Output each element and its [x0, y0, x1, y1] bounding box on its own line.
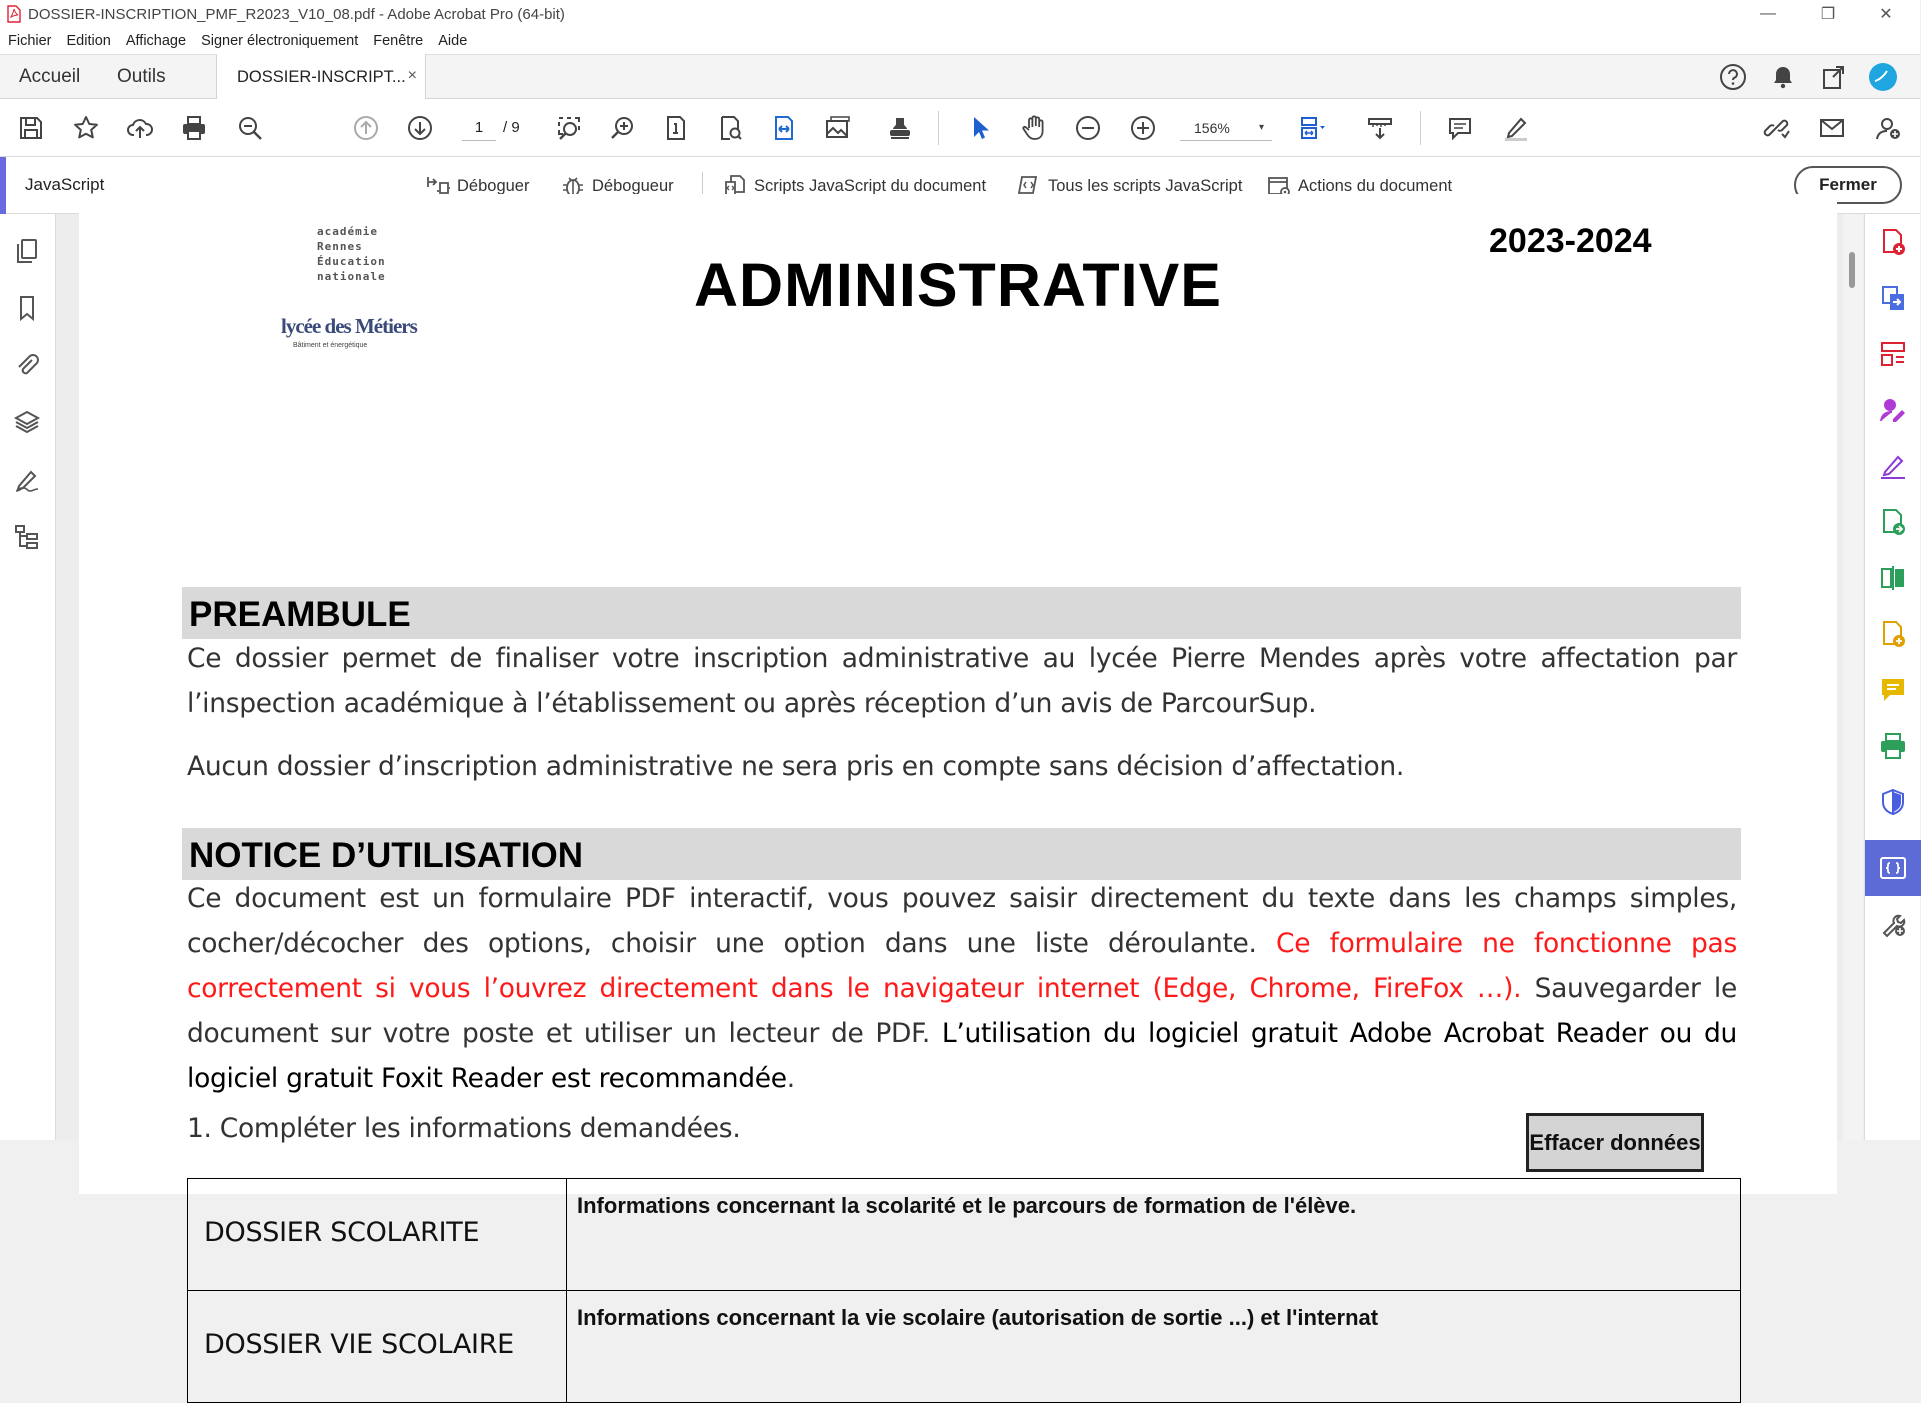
pages-icon[interactable]	[11, 235, 43, 267]
tab-document[interactable]	[216, 54, 426, 100]
zoom-level-select[interactable]	[1180, 115, 1272, 141]
document-title: ADMINISTRATIVE	[694, 251, 1222, 319]
document-actions-label: Actions du document	[1298, 176, 1453, 195]
notice-recommendation-text: L’utilisation du logiciel gratuit Adobe Acrobat Reader ou du logiciel gratuit Foxit Reader est recommandée	[187, 1018, 1737, 1094]
print-production-icon[interactable]	[1877, 730, 1909, 762]
notifications-icon[interactable]	[1768, 62, 1798, 92]
javascript-icon[interactable]	[1877, 852, 1909, 884]
logo-academie-text: académie Rennes Éducation nationale	[317, 225, 386, 283]
save-icon[interactable]	[15, 112, 47, 144]
tab-outils[interactable]: Outils	[117, 66, 166, 87]
search-icon[interactable]	[234, 112, 266, 144]
minimize-button[interactable]: —	[1760, 5, 1776, 22]
all-scripts-label: Tous les scripts JavaScript	[1048, 176, 1243, 195]
logo-lycee-text: lycée des Métiers	[281, 314, 417, 338]
scan-icon[interactable]	[1877, 618, 1909, 650]
table-cell-label: DOSSIER VIE SCOLAIRE	[188, 1291, 567, 1403]
table-cell-description: Informations concernant la scolarité et le parcours de formation de l'élève.	[567, 1179, 1741, 1291]
select-zoom-icon[interactable]	[553, 112, 585, 144]
close-window-button[interactable]: ✕	[1879, 6, 1893, 23]
document-scripts-label: Scripts JavaScript du document	[754, 176, 987, 195]
pointer-icon[interactable]	[964, 112, 996, 144]
compare-icon[interactable]	[1877, 562, 1909, 594]
zoom-out-icon[interactable]	[1072, 112, 1104, 144]
attachment-icon[interactable]	[11, 349, 43, 381]
table-cell-description: Informations concernant la vie scolaire (autorisation de sortie ...) et l'internat	[567, 1291, 1741, 1403]
menu-fichier[interactable]: Fichier	[8, 33, 52, 49]
close-tab-icon[interactable]: ×	[407, 67, 417, 84]
tab-document-label: DOSSIER-INSCRIPT...	[237, 67, 406, 86]
menu-fenetre[interactable]: Fenêtre	[373, 33, 424, 49]
notice-warning-text: Ce formulaire ne fonctionne pas correctement si vous l’ouvrez directement dans le navigateur internet (Edge, Chrome, FireFox …).	[187, 928, 1737, 1004]
email-icon[interactable]	[1816, 112, 1848, 144]
link-icon[interactable]	[1760, 112, 1792, 144]
notice-text-end: .	[786, 1063, 795, 1094]
pdf-page	[79, 194, 1837, 1360]
pdf-file-icon	[6, 5, 22, 23]
school-year: 2023-2024	[1489, 222, 1652, 260]
logo-subtitle: Bâtiment et énergétique	[293, 342, 368, 349]
menu-edition[interactable]: Edition	[66, 33, 111, 49]
page-layout-icon[interactable]	[1296, 112, 1328, 144]
export-pdf-icon[interactable]	[1877, 282, 1909, 314]
prev-page-icon[interactable]	[350, 112, 382, 144]
highlight-icon[interactable]	[1500, 112, 1532, 144]
next-page-icon[interactable]	[404, 112, 436, 144]
more-tools-icon[interactable]	[1877, 908, 1909, 940]
create-pdf-icon[interactable]	[1877, 226, 1909, 258]
scrollbar-thumb[interactable]	[1849, 252, 1855, 288]
section-heading-preambule: PREAMBULE	[182, 587, 1741, 639]
hand-icon[interactable]	[1018, 112, 1050, 144]
left-navigation-panel	[0, 214, 56, 1140]
section-heading-notice: NOTICE D’UTILISATION	[182, 828, 1741, 880]
upload-icon[interactable]	[124, 112, 156, 144]
page-total: / 9	[503, 119, 520, 136]
tool-accent-bar	[0, 157, 6, 214]
signature-icon[interactable]	[11, 464, 43, 496]
stamp-icon[interactable]	[884, 112, 916, 144]
zoom-level-value: 156%	[1194, 120, 1230, 136]
comment-tool-icon[interactable]	[1877, 674, 1909, 706]
zoom-in-icon[interactable]	[1127, 112, 1159, 144]
main-toolbar	[0, 99, 1920, 157]
bookmark-icon[interactable]	[11, 292, 43, 324]
table-cell-label: DOSSIER SCOLARITE	[188, 1179, 567, 1291]
account-avatar[interactable]	[1868, 62, 1898, 92]
right-tools-panel	[1864, 214, 1920, 1140]
dossier-table	[187, 1178, 1741, 1403]
menu-bar	[0, 28, 1920, 54]
protect-icon[interactable]	[1877, 786, 1909, 818]
debugger-button-label: Débogueur	[592, 176, 674, 195]
page-fit-icon[interactable]	[660, 112, 692, 144]
star-icon[interactable]	[70, 112, 102, 144]
window-title: DOSSIER-INSCRIPTION_PMF_R2023_V10_08.pdf - Adobe Acrobat Pro (64-bit)	[28, 5, 565, 23]
vertical-scrollbar[interactable]	[1843, 214, 1863, 1140]
tab-bar	[0, 54, 1920, 99]
preamble-paragraph-2: Aucun dossier d’inscription administrative ne sera pris en compte sans décision d’affectation.	[187, 751, 1404, 782]
image-icon[interactable]	[822, 112, 854, 144]
menu-signer[interactable]: Signer électroniquement	[201, 33, 359, 49]
account-icon[interactable]	[1872, 112, 1904, 144]
chevron-down-icon: ▾	[1258, 122, 1264, 133]
scroll-mode-icon[interactable]	[1364, 112, 1396, 144]
debug-button-label: Déboguer	[457, 176, 530, 195]
notice-text-intro: Ce document est un formulaire PDF interactif, vous pouvez saisir directement du texte dans les champs simples, cocher/décocher des options, choisir une option dans une liste déroulante.	[187, 883, 1737, 959]
notice-text-save: Sauvegarder le document sur votre poste et utiliser un lecteur de PDF.	[187, 973, 1737, 1049]
menu-aide[interactable]: Aide	[438, 33, 468, 49]
title-bar	[0, 0, 1920, 28]
preamble-paragraph-1: Ce dossier permet de finaliser votre inscription administrative au lycée Pierre Mendes après votre affectation par l’inspection académique à l’établissement ou après réception d’un avis de ParcourSup.	[187, 643, 1737, 719]
clear-data-button[interactable]: Effacer données	[1526, 1113, 1704, 1172]
zoom-marquee-icon[interactable]	[607, 112, 639, 144]
tab-accueil[interactable]: Accueil	[19, 66, 81, 87]
help-icon[interactable]	[1718, 62, 1748, 92]
school-logo	[253, 214, 433, 364]
restore-button[interactable]: ❐	[1820, 6, 1836, 23]
close-tool-button[interactable]: Fermer	[1794, 166, 1902, 204]
share-icon[interactable]	[1818, 62, 1848, 92]
print-icon[interactable]	[178, 112, 210, 144]
structure-icon[interactable]	[11, 521, 43, 553]
comment-icon[interactable]	[1444, 112, 1476, 144]
organize-pages-icon[interactable]	[1877, 338, 1909, 370]
layers-icon[interactable]	[11, 406, 43, 438]
edit-pdf-icon[interactable]	[1877, 506, 1909, 538]
notice-paragraph	[187, 876, 1737, 1101]
page-number-input[interactable]: 1	[462, 115, 496, 141]
send-sign-icon[interactable]	[1877, 394, 1909, 426]
tool-title: JavaScript	[25, 175, 105, 194]
fit-width-icon[interactable]	[768, 112, 800, 144]
fill-sign-icon[interactable]	[1877, 450, 1909, 482]
table-row	[188, 1291, 1741, 1403]
table-row	[188, 1179, 1741, 1291]
menu-affichage[interactable]: Affichage	[125, 33, 187, 49]
find-icon[interactable]	[714, 112, 746, 144]
step-1-text: 1. Compléter les informations demandées.	[187, 1113, 741, 1144]
document-viewport	[56, 214, 1864, 1360]
